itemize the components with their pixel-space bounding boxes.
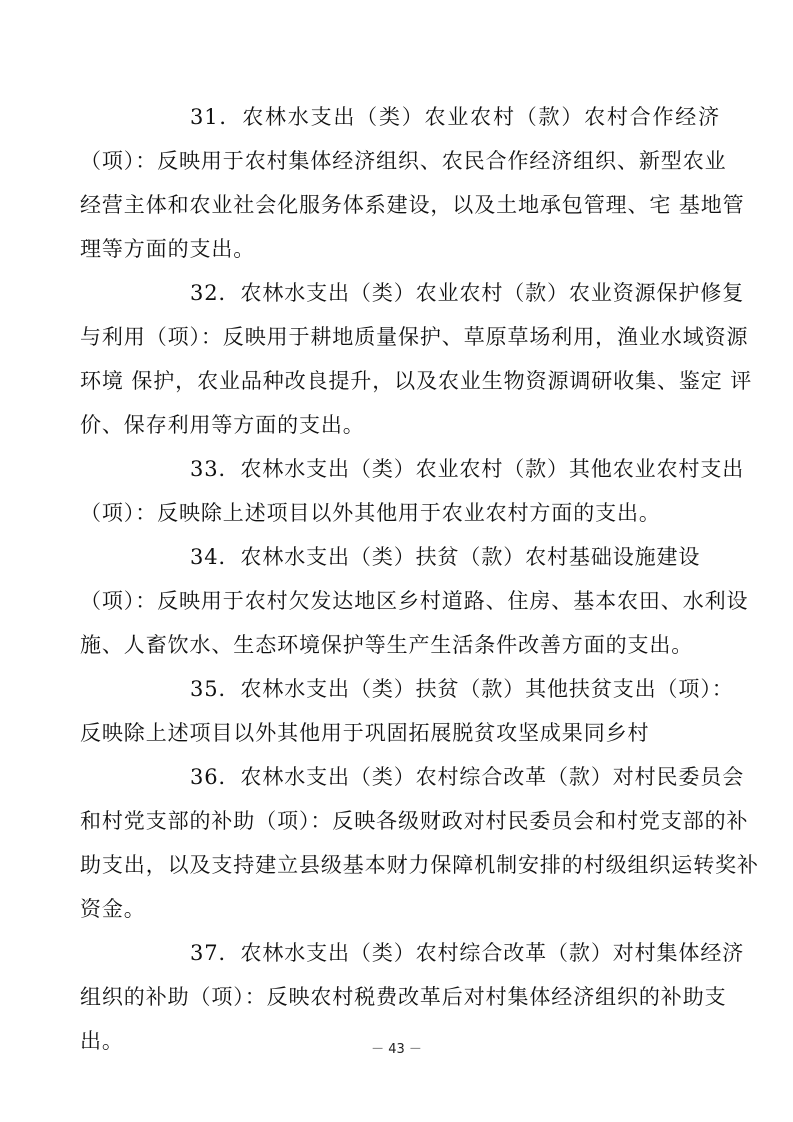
paragraph-33-line-1: 33．农林水支出（类）农业农村（款）其他农业农村支出 xyxy=(190,457,745,481)
paragraph-37-line-1: 37．农林水支出（类）农村综合改革（款）对村集体经济 xyxy=(190,941,745,965)
paragraph-36-line-3: 助支出，以及支持建立县级基本财力保障机制安排的村级组织运转奖补 xyxy=(80,853,759,877)
paragraph-31-line-4: 理等方面的支出。 xyxy=(80,237,256,261)
paragraph-33-line-2: （项）：反映除上述项目以外其他用于农业农村方面的支出。 xyxy=(80,501,661,525)
paragraph-32-line-1: 32．农林水支出（类）农业农村（款）农业资源保护修复 xyxy=(190,281,745,305)
paragraph-36-line-4: 资金。 xyxy=(80,897,146,921)
paragraph-34-line-3: 施、人畜饮水、生态环境保护等生产生活条件改善方面的支出。 xyxy=(80,633,694,657)
paragraph-32-line-4: 价、保存利用等方面的支出。 xyxy=(80,413,365,437)
paragraph-34-line-2: （项）：反映用于农村欠发达地区乡村道路、住房、基本农田、水利设 xyxy=(80,589,749,613)
paragraph-37-line-2: 组织的补助（项）：反映农村税费改革后对村集体经济组织的补助支 xyxy=(80,985,727,1009)
page-number: － 43 － xyxy=(371,1042,422,1057)
paragraph-32-line-3: 环境 保护，农业品种改良提升，以及农业生物资源调研收集、鉴定 评 xyxy=(80,369,753,393)
paragraph-35-line-1: 35．农林水支出（类）扶贫（款）其他扶贫支出（项）： xyxy=(190,677,734,701)
paragraph-32-line-2: 与利用（项）：反映用于耕地质量保护、草原草场利用，渔业水域资源 xyxy=(80,325,749,349)
paragraph-31-line-2: （项）：反映用于农村集体经济组织、农民合作经济组织、新型农业 xyxy=(80,149,727,173)
paragraph-34-line-1: 34．农林水支出（类）扶贫（款）农村基础设施建设 xyxy=(190,545,701,569)
paragraph-36-line-2: 和村党支部的补助（项）：反映各级财政对村民委员会和村党支部的补 xyxy=(80,809,749,833)
paragraph-31-line-3: 经营主体和农业社会化服务体系建设，以及土地承包管理、宅 基地管 xyxy=(80,193,745,217)
paragraph-35-line-2: 反映除上述项目以外其他用于巩固拓展脱贫攻坚成果同乡村 xyxy=(80,721,650,745)
paragraph-31-line-1: 31．农林水支出（类）农业农村（款）农村合作经济 xyxy=(190,105,720,129)
paragraph-36-line-1: 36．农林水支出（类）农村综合改革（款）对村民委员会 xyxy=(190,765,745,789)
paragraph-37-line-3: 出。 xyxy=(80,1029,124,1053)
